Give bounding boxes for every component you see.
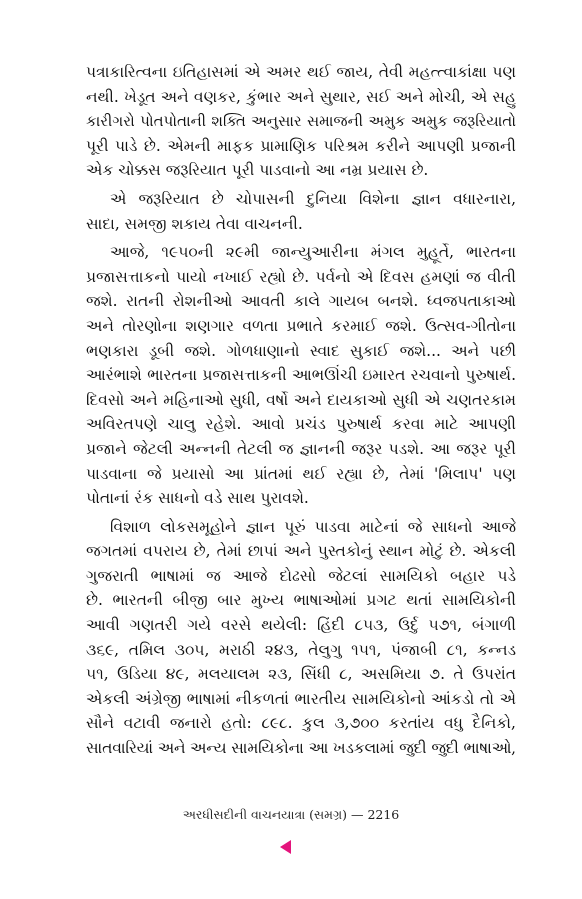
paragraph-4 (86, 515, 516, 761)
text-line: છે. ભારતની બીજી બાર મુખ્ય ભાષાઓમાં પ્રગટ થતાં સામયિકોની (86, 591, 516, 610)
text-line: અવિરતપણે ચાલુ રહેશે. આવો પ્રચંડ પુરુષાર્થ કરવા માટે આપણી (86, 415, 516, 434)
running-footer: અરધીસદીની વાચનયાત્રા (સમગ્ર) — 2216 (182, 807, 400, 822)
text-line: અને તોરણોના શણગાર વળતા પ્રભાતે કરમાઈ જશે. ઉત્સવ-ગીતોના (86, 316, 516, 335)
text-line: સૌને વટાવી જનારો હતો: ૮૯૮. કુલ ૩,૭૦૦ કરતાંય વધુ દૈનિકો, (86, 714, 516, 733)
text-line: જગતમાં વપરાય છે, તેમાં છાપાં અને પુસ્તકોનું સ્થાન મોટું છે. એકલી (86, 542, 516, 561)
text-line: એક ચોક્કસ જરૂરિયાત પૂરી પાડવાનો આ નમ્ર પ્રયાસ છે. (86, 161, 429, 180)
text-line: ગુજરાતી ભાષામાં જ આજે દોઢસો જેટલાં સામયિકો બહાર પડે (86, 566, 516, 585)
text-line: આજે, ૧૯૫૦ની ૨૯મી જાન્યુઆરીના મંગલ મુહૂર્તે, ભારતના (110, 243, 516, 262)
text-line: ૫૧, ઉડિયા ૪૯, મલયાલમ ૨૩, સિંધી ૮, અસમિયા ૭. તે ઉપરાંત (86, 665, 516, 684)
text-line: દિવસો અને મહિનાઓ સુધી, વર્ષો અને દાયકાઓ સુધી એ ચણતરકામ (86, 390, 516, 409)
paragraph-1 (86, 60, 516, 183)
text-line: ૩૬૯, તમિલ ૩૦૫, મરાઠી ૨૪૩, તેલુગુ ૧૫૧, પંજાબી ૮૧, કન્નડ (86, 640, 516, 659)
text-line: આવી ગણતરી ગયે વરસે થયેલી: હિંદી ૮૫૩, ઉર્દુ ૫૭૧, બંગાળી (86, 616, 516, 635)
text-line: નથી. ખેડૂત અને વણકર, કુંભાર અને સુથાર, સઈ અને મોચી, એ સહુ (86, 87, 516, 106)
text-line: જશે. રાતની રોશનીઓ આવતી કાલે ગાયબ બનશે. ધ્વજપતાકાઓ (86, 292, 516, 311)
text-line: પ્રજાસત્તાકનો પાયો નખાઈ રહ્યો છે. પર્વનો એ દિવસ હમણાં જ વીતી (86, 267, 516, 286)
paragraph-2 (86, 187, 516, 236)
text-line: આરંભાશે ભારતના પ્રજાસત્તાકની આભઊંચી ઇમારત રચવાનો પુરુષાર્થ. (86, 366, 516, 385)
document-body (86, 60, 516, 761)
text-line: પૂરી પાડે છે. એમની માફક પ્રામાણિક પરિશ્રમ કરીને આપણી પ્રજાની (86, 136, 516, 155)
paragraph-3 (86, 240, 516, 511)
left-triangle-icon[interactable] (280, 840, 291, 854)
text-line: ભણકારા ડૂબી જશે. ગોળધાણાનો સ્વાદ સુકાઈ જશે... અને પછી (86, 341, 516, 360)
text-line: વિશાળ લોકસમૂહોને જ્ઞાન પૂરું પાડવા માટેનાં જે સાધનો આજે (110, 517, 516, 536)
text-line: એ જરૂરિયાત છે ચોપાસની દુનિયા વિશેના જ્ઞાન વધારનારા, (110, 189, 516, 208)
text-line: સાદા, સમજી શકાય તેવા વાચનની. (86, 214, 303, 233)
text-line: સાતવારિયાં અને અન્ય સામયિકોના આ ખડકલામાં જુદી જુદી ભાષાઓ, (86, 739, 516, 758)
text-line: એકલી અંગ્રેજી ભાષામાં નીકળતાં ભારતીય સામયિકોનો આંકડો તો એ (86, 689, 516, 708)
text-line: કારીગરો પોતપોતાની શક્તિ અનુસાર સમાજની અમુક અમુક જરૂરિયાતો (86, 112, 516, 131)
text-line: પત્રાકારિત્વના ઇતિહાસમાં એ અમર થઈ જાય, તેવી મહત્ત્વાકાંક્ષા પણ (86, 63, 516, 81)
text-line: પાડવાના જે પ્રયાસો આ પ્રાંતમાં થઈ રહ્યા છે, તેમાં 'મિલાપ' પણ (86, 464, 516, 483)
text-line: પ્રજાને જેટલી અન્નની તેટલી જ જ્ઞાનની જરૂર પડશે. આ જરૂર પૂરી (86, 439, 516, 458)
text-line: પોતાનાં રંક સાધનો વડે સાથ પુરાવશે. (86, 489, 309, 508)
